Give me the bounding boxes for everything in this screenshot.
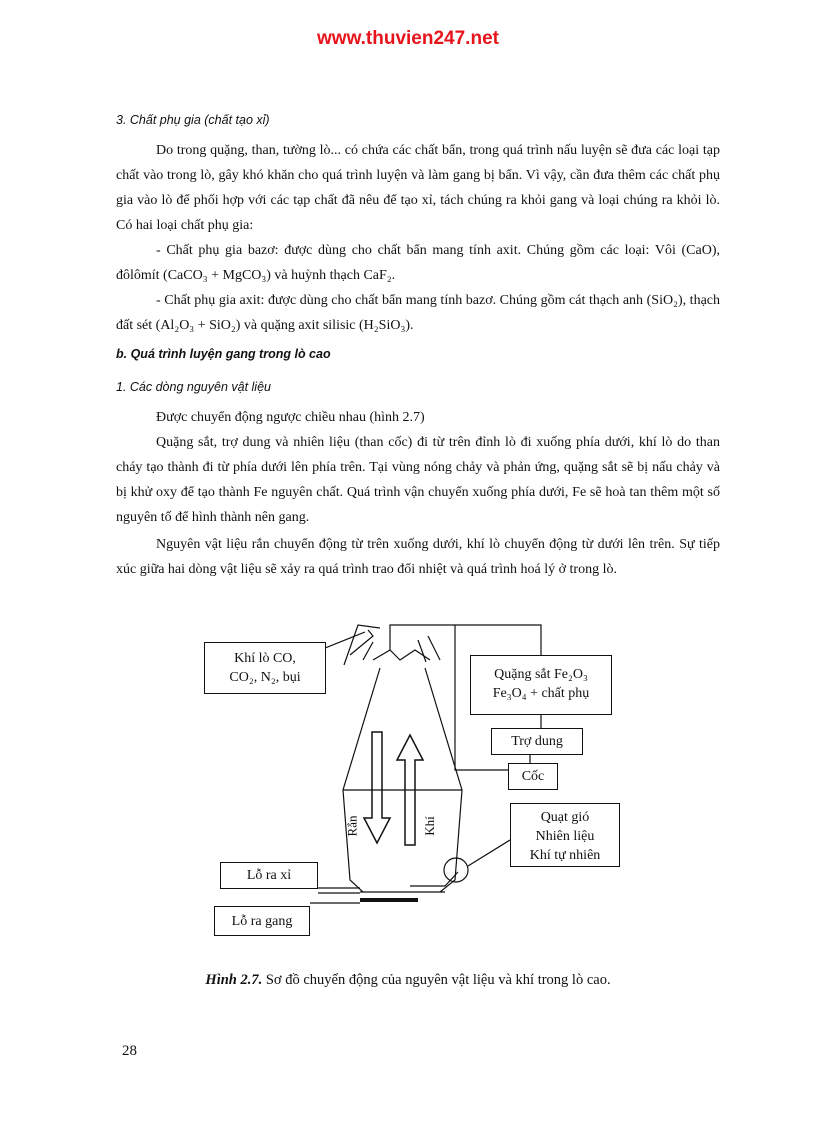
coke-box — [508, 763, 558, 790]
furnace-gas-line-2: CO₂, N₂, bụi — [229, 670, 301, 685]
iron-ore-line-1: Quặng sắt Fe₂O₃ — [494, 667, 588, 682]
section-b-heading: b. Quá trình luyện gang trong lò cao — [116, 347, 331, 361]
solid-down-arrow — [364, 732, 390, 843]
blower-line-1: Quạt gió — [540, 810, 590, 825]
section-3-paragraph-1: Do trong quặng, than, tường lò... có chứa các chất bẩn, trong quá trình nấu luyện sẽ đưa các loại tạp chất vào trong lò, gây khó khăn cho quá trình luyện và làm gang bị bẩn. Vì vậy, cần đưa thêm các chất phụ gia vào lò để phối hợp với các tạp chất đã nêu để tạo xỉ, tách chúng ra khỏi gang và loại chúng ra khỏi lò. Có hai loại chất phụ gia: — [116, 143, 720, 233]
section-b-subheading: 1. Các dòng nguyên vật liệu — [116, 380, 271, 394]
section-b-paragraph-1: Được chuyển động ngược chiều nhau (hình 2.7) — [156, 410, 425, 425]
flux-box — [491, 728, 583, 755]
page-number: 28 — [122, 1043, 137, 1059]
slag-outlet-box — [220, 862, 318, 889]
section-3-paragraph-3: - Chất phụ gia axit: được dùng cho chất bẩn mang tính bazơ. Chúng gồm cát thạch anh (SiO₂), thạch đất sét (Al₂O₃ + SiO₂) và quặng axit silisic (H₂SiO₃). — [116, 293, 720, 333]
figure-caption — [0, 972, 816, 989]
slag-outlet-label: Lỗ ra xỉ — [246, 868, 292, 883]
flux-label: Trợ dung — [511, 734, 563, 749]
solid-label: Rắn — [344, 815, 360, 837]
section-b-paragraph-2: Quặng sắt, trợ dung và nhiên liệu (than cốc) đi từ trên đỉnh lò đi xuống phía dưới, khí lò do than cháy tạo thành đi từ phía dưới lên phía trên. Tại vùng nóng chảy và phản ứng, quặng sắt sẽ bị nấu chảy và bị khử oxy để tạo thành Fe nguyên chất. Quá trình vận chuyển xuống phía dưới, Fe sẽ hoà tan thêm một số nguyên tố để hình thành nên gang. — [116, 435, 720, 525]
furnace-gas-line-1: Khí lò CO, — [234, 651, 296, 666]
gas-label: Khí — [421, 816, 437, 836]
coke-label: Cốc — [521, 769, 545, 784]
blower-line-2: Nhiên liệu — [535, 829, 595, 844]
section-b-paragraph-3: Nguyên vật liệu rắn chuyển động từ trên xuống dưới, khí lò chuyển động từ dưới lên trên. Sự tiếp xúc giữa hai dòng vật liệu sẽ xảy ra quá trình trao đổi nhiệt và quá trình hoá lý ở trong lò. — [116, 537, 720, 577]
iron-ore-line-2: Fe₃O₄ + chất phụ — [492, 686, 590, 701]
section-3-heading: 3. Chất phụ gia (chất tạo xỉ) — [116, 113, 270, 127]
blower-line-3: Khí tự nhiên — [529, 848, 601, 863]
iron-ore-box — [470, 655, 612, 715]
furnace-left-wall — [343, 668, 380, 892]
furnace-gas-box — [204, 642, 326, 694]
figure-caption-text: Sơ đồ chuyển động của nguyên vật liệu và khí trong lò cao. — [262, 972, 611, 988]
figure-label: Hình 2.7. — [205, 972, 263, 988]
iron-outlet-box — [214, 906, 310, 936]
iron-outlet-label: Lỗ ra gang — [231, 914, 293, 929]
blower-fuel-box — [510, 803, 620, 867]
watermark-link[interactable]: www.thuvien247.net — [317, 28, 499, 49]
section-3-paragraph-2: - Chất phụ gia bazơ: được dùng cho chất bẩn mang tính axit. Chúng gồm các loại: Vôi (CaO), đôlômít (CaCO₃ + MgCO₃) và huỳnh thạch CaF₂. — [116, 243, 720, 283]
